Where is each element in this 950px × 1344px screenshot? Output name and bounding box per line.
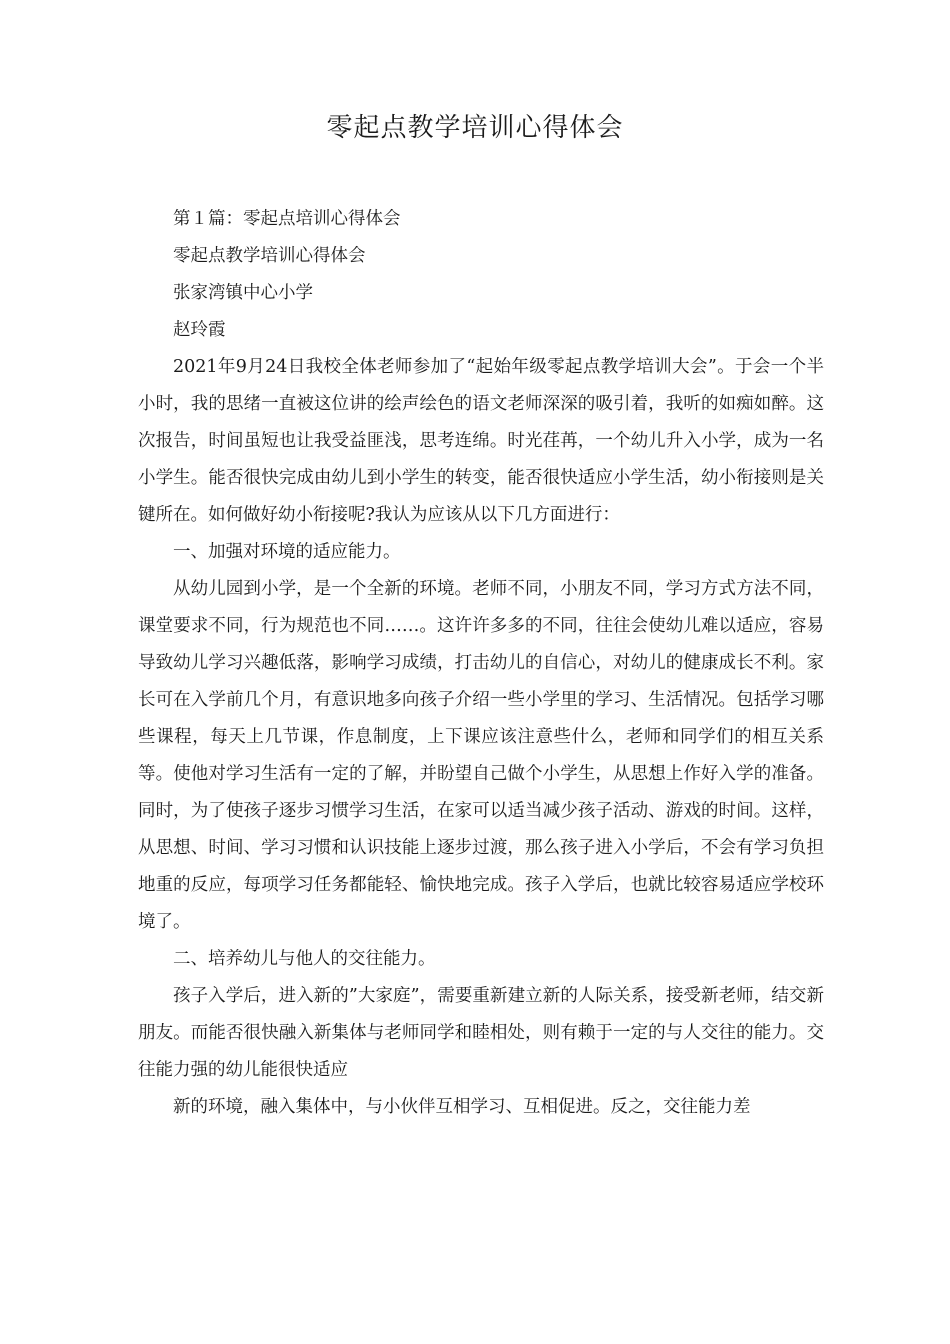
body-paragraph: 从幼儿园到小学，是一个全新的环境。老师不同，小朋友不同，学习方式方法不同，课堂要求不同，行为规范也不同……。这许许多多的不同，往往会使幼儿难以适应，容易导致幼儿学习兴趣低落，影响学习成绩，打击幼儿的自信心，对幼儿的健康成长不利。家长可在入学前几个月，有意识地多向孩子介绍一些小学里的学习、生活情况。包括学习哪些课程，每天上几节课，作息制度，上下课应该注意些什么，老师和同学们的相互关系等。使他对学习生活有一定的了解，并盼望自己做个小学生，从思想上作好入学的准备。同时，为了使孩子逐步习惯学习生活，在家可以适当减少孩子活动、游戏的时间。这样，从思想、时间、学习习惯和认识技能上逐步过渡，那么孩子进入小学后，不会有学习负担地重的反应，每项学习任务都能轻、愉快地完成。孩子入学后，也就比较容易适应学校环境了。	[138, 579, 824, 932]
section-heading: 第１篇：零起点培训心得体会	[173, 209, 401, 229]
author-name: 赵玲霞	[173, 320, 226, 340]
body-paragraph: 新的环境，融入集体中，与小伙伴互相学习、互相促进。反之，交往能力差	[173, 1097, 751, 1117]
body-paragraph: 2021年9月24日我校全体老师参加了“起始年级零起点教学培训大会”。于会一个半小时，我的思绪一直被这位讲的绘声绘色的语文老师深深的吸引着，我听的如痴如醉。这次报告，时间虽短也让我受益匪浅，思考连绵。时光荏苒，一个幼儿升入小学，成为一名小学生。能否很快完成由幼儿到小学生的转变，能否很快适应小学生活，幼小衔接则是关键所在。如何做好幼小衔接呢?我认为应该从以下几方面进行：	[138, 357, 824, 525]
point-heading: 二、培养幼儿与他人的交往能力。	[173, 949, 436, 969]
document-title: 零起点教学培训心得体会	[326, 113, 624, 143]
document-body	[138, 201, 824, 1126]
body-paragraph: 孩子入学后，进入新的”大家庭”，需要重新建立新的人际关系，接受新老师，结交新朋友。而能否很快融入新集体与老师同学和睦相处，则有赖于一定的与人交往的能力。交往能力强的幼儿能很快适应	[138, 986, 824, 1080]
subtitle: 零起点教学培训心得体会	[173, 246, 366, 266]
point-heading: 一、加强对环境的适应能力。	[173, 542, 401, 562]
school-name: 张家湾镇中心小学	[173, 283, 313, 303]
